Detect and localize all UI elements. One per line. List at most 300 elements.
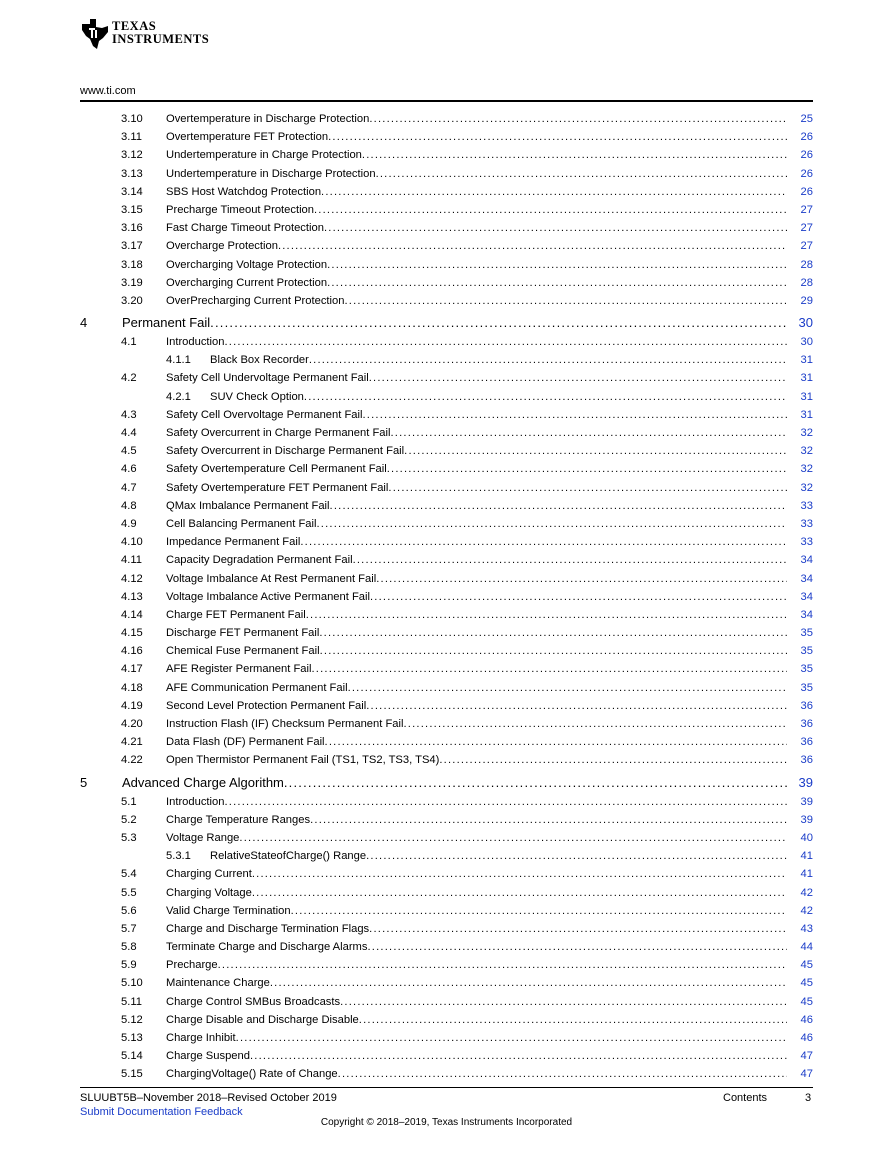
toc-dot-leader (367, 938, 787, 956)
toc-entry-title-wrap (166, 460, 787, 478)
toc-entry-title[interactable]: Overcharging Current Protection (166, 276, 328, 289)
toc-entry-title-wrap (122, 772, 787, 793)
toc-page-link[interactable]: 42 (800, 904, 813, 917)
toc-entry-row[interactable] (80, 351, 813, 369)
toc-entry-title-wrap (166, 219, 787, 237)
toc-entry-number: 4.10 (121, 536, 143, 549)
toc-page-link[interactable]: 40 (800, 831, 813, 844)
toc-entry-title-wrap (210, 351, 787, 369)
toc-dot-leader (366, 847, 787, 865)
toc-entry-number: 5.8 (121, 941, 137, 954)
toc-page-link[interactable]: 46 (800, 1032, 813, 1044)
logo-wordmark (112, 20, 209, 46)
toc-page-link[interactable]: 27 (800, 203, 813, 216)
toc-entry-number: 5.3 (121, 831, 137, 844)
toc-entry-title[interactable]: Instruction Flash (IF) Checksum Permanent Fail (166, 718, 404, 730)
toc-dot-leader (344, 292, 787, 310)
toc-entry-title[interactable]: SBS Host Watchdog Protection (166, 185, 322, 198)
toc-page-link[interactable]: 36 (800, 699, 813, 712)
toc-entry-number: 3.11 (121, 131, 142, 144)
toc-dot-leader (363, 406, 788, 424)
toc-entry-row[interactable] (80, 884, 813, 902)
toc-dot-leader (376, 165, 787, 183)
toc-dot-leader (359, 1011, 787, 1029)
toc-page-link[interactable]: 25 (800, 113, 813, 125)
toc-entry-row[interactable] (80, 624, 813, 642)
toc-entry-title[interactable]: Second Level Protection Permanent Fail (166, 699, 367, 712)
toc-entry-title-wrap (166, 993, 787, 1011)
toc-entry-number: 5.10 (121, 977, 143, 990)
toc-entry-row[interactable] (80, 406, 813, 424)
toc-entry-title[interactable]: Charge and Discharge Termination Flags (166, 922, 370, 935)
toc-entry-title[interactable]: QMax Imbalance Permanent Fail (166, 499, 330, 512)
toc-entry-row[interactable] (80, 642, 813, 660)
toc-chapter-row[interactable] (80, 772, 813, 793)
toc-entry-title-wrap (166, 624, 787, 642)
toc-entry-row[interactable] (80, 588, 813, 606)
toc-entry-row[interactable] (80, 442, 813, 460)
toc-dot-leader (312, 660, 788, 678)
toc-page-link[interactable]: 33 (800, 536, 813, 549)
toc-page-link[interactable]: 35 (800, 663, 813, 676)
toc-dot-leader (327, 274, 787, 292)
toc-dot-leader (362, 146, 787, 164)
toc-entry-title-wrap (166, 515, 787, 533)
toc-entry-number: 4.1 (121, 336, 137, 349)
toc-page-link[interactable]: 26 (800, 185, 813, 198)
toc-dot-leader (325, 733, 787, 751)
toc-dot-leader (327, 256, 787, 274)
toc-page-link[interactable]: 33 (800, 499, 813, 512)
toc-entry-row[interactable] (80, 1029, 813, 1047)
toc-page-link[interactable]: 32 (800, 445, 813, 458)
toc-dot-leader (270, 974, 787, 992)
toc-dot-leader (224, 333, 787, 351)
toc-entry-title[interactable]: Impedance Permanent Fail (166, 536, 301, 549)
toc-dot-leader (369, 110, 787, 128)
toc-entry-number: 4.15 (121, 627, 143, 640)
toc-entry-title[interactable]: SUV Check Option (210, 390, 304, 403)
toc-entry-title[interactable]: Introduction (166, 336, 225, 349)
toc-dot-leader (317, 515, 788, 533)
toc-entry-row[interactable] (80, 1011, 813, 1029)
toc-page-link[interactable]: 27 (800, 240, 813, 253)
toc-entry-row[interactable] (80, 369, 813, 387)
toc-entry-title[interactable]: Safety Overtemperature FET Permanent Fail (166, 481, 389, 494)
toc-entry-number: 5.15 (121, 1068, 143, 1081)
toc-entry-row[interactable] (80, 679, 813, 697)
toc-page-link[interactable]: 33 (800, 517, 813, 530)
toc-entry-title[interactable]: Voltage Imbalance At Rest Permanent Fail (166, 572, 377, 585)
toc-dot-leader (252, 884, 787, 902)
toc-entry-title-wrap (166, 884, 787, 902)
toc-entry-row[interactable] (80, 292, 813, 310)
toc-entry-row[interactable] (80, 660, 813, 678)
toc-entry-row[interactable] (80, 460, 813, 478)
toc-dot-leader (306, 606, 787, 624)
toc-entry-number: 3.17 (121, 240, 143, 253)
toc-entry-number: 4.14 (121, 608, 143, 621)
toc-entry-row[interactable] (80, 715, 813, 733)
toc-entry-title[interactable]: Precharge Timeout Protection (166, 203, 314, 216)
toc-entry-title[interactable]: Valid Charge Termination (166, 904, 291, 917)
toc-entry-number: 5.3.1 (166, 850, 191, 863)
toc-entry-title-wrap (166, 1047, 787, 1065)
toc-entry-row[interactable] (80, 388, 813, 406)
footer-rule (80, 1087, 813, 1088)
toc-entry-title[interactable]: Fast Charge Timeout Protection (166, 222, 324, 235)
toc-entry-row[interactable] (80, 606, 813, 624)
toc-page-link[interactable]: 32 (800, 481, 813, 494)
toc-page-link[interactable]: 35 (800, 627, 813, 640)
toc-dot-leader (340, 993, 787, 1011)
section-name: Contents (723, 1092, 768, 1104)
toc-dot-leader (218, 956, 787, 974)
toc-entry-title[interactable]: Maintenance Charge (166, 977, 270, 990)
toc-entry-number: 4.19 (121, 699, 143, 712)
toc-entry-row[interactable] (80, 1047, 813, 1065)
toc-page-link[interactable]: 26 (800, 131, 813, 144)
toc-page-link[interactable]: 47 (800, 1068, 813, 1081)
ti-logo (80, 18, 220, 54)
toc-entry-row[interactable] (80, 146, 813, 164)
toc-entry-title-wrap (166, 1029, 787, 1047)
toc-dot-leader (439, 751, 787, 769)
toc-entry-title[interactable]: Overtemperature FET Protection (166, 131, 329, 144)
toc-entry-title[interactable]: Overcharge Protection (166, 240, 278, 253)
toc-entry-row[interactable] (80, 902, 813, 920)
toc-page-link[interactable]: 41 (800, 868, 813, 881)
toc-page-link[interactable]: 39 (800, 813, 813, 826)
toc-entry-title[interactable]: Safety Overcurrent in Charge Permanent Fail (166, 427, 391, 439)
toc-entry-title-wrap (166, 479, 787, 497)
toc-entry-row[interactable] (80, 479, 813, 497)
toc-entry-title[interactable]: Advanced Charge Algorithm (122, 774, 284, 790)
toc-entry-row[interactable] (80, 533, 813, 551)
toc-entry-row[interactable] (80, 110, 813, 128)
toc-entry-title[interactable]: RelativeStateofCharge() Range (210, 850, 367, 863)
toc-entry-number: 3.19 (121, 276, 143, 289)
toc-entry-title[interactable]: Capacity Degradation Permanent Fail (166, 554, 353, 567)
toc-entry-number: 4.9 (121, 517, 137, 530)
toc-page-link[interactable]: 30 (798, 315, 813, 331)
toc-entry-title[interactable]: Safety Overcurrent in Discharge Permanent Fail (166, 445, 405, 458)
toc-entry-title[interactable]: Data Flash (DF) Permanent Fail (166, 736, 325, 749)
toc-entry-title[interactable]: Overcharging Voltage Protection (166, 258, 328, 271)
toc-dot-leader (310, 811, 787, 829)
toc-dot-leader (404, 715, 788, 733)
toc-entry-title[interactable]: Charging Current (166, 868, 252, 881)
toc-entry-row[interactable] (80, 274, 813, 292)
toc-dot-leader (353, 551, 787, 569)
toc-page-link[interactable]: 41 (800, 850, 813, 863)
toc-entry-title-wrap (166, 406, 787, 424)
toc-dot-leader (224, 793, 787, 811)
toc-page-link[interactable]: 45 (800, 959, 813, 972)
toc-dot-leader (239, 829, 787, 847)
toc-dot-leader (404, 442, 787, 460)
site-url[interactable]: www.ti.com (80, 85, 136, 97)
toc-entry-title-wrap (166, 424, 787, 442)
toc-entry-number: 5.1 (121, 795, 137, 808)
toc-entry-number: 3.14 (121, 185, 143, 198)
toc-dot-leader (369, 920, 787, 938)
toc-entry-title-wrap (166, 333, 787, 351)
toc-entry-number: 4.13 (121, 590, 143, 603)
toc-dot-leader (291, 902, 787, 920)
toc-entry-title-wrap (166, 369, 787, 387)
toc-entry-row[interactable] (80, 183, 813, 201)
toc-entry-title-wrap (166, 256, 787, 274)
toc-entry-title[interactable]: Charge Disable and Discharge Disable (166, 1013, 359, 1026)
toc-entry-row[interactable] (80, 829, 813, 847)
toc-dot-leader (252, 865, 787, 883)
toc-dot-leader (236, 1029, 787, 1047)
toc-entry-row[interactable] (80, 697, 813, 715)
copyright: Copyright © 2018–2019, Texas Instruments Incorporated (320, 1117, 573, 1128)
toc-entry-title-wrap (166, 110, 787, 128)
toc-entry-row[interactable] (80, 938, 813, 956)
toc-entry-row[interactable] (80, 424, 813, 442)
toc-entry-title-wrap (166, 606, 787, 624)
toc-page-link[interactable]: 36 (800, 754, 813, 767)
toc-entry-number: 4.22 (121, 754, 143, 767)
toc-dot-leader (210, 312, 787, 333)
page-number: 3 (805, 1092, 812, 1104)
toc-entry-row[interactable] (80, 993, 813, 1011)
toc-entry-number: 5.5 (121, 886, 137, 899)
toc-entry-title[interactable]: Charge Suspend (166, 1050, 250, 1063)
document-id: SLUUBT5B–November 2018–Revised October 2019 (80, 1092, 337, 1104)
toc-entry-title-wrap (166, 237, 787, 255)
toc-entry-row[interactable] (80, 793, 813, 811)
toc-entry-title[interactable]: Undertemperature in Discharge Protection (166, 167, 376, 180)
toc-page-link[interactable]: 39 (800, 795, 813, 808)
toc-entry-title[interactable]: Charge Temperature Ranges (166, 813, 311, 826)
toc-entry-row[interactable] (80, 847, 813, 865)
toc-entry-title[interactable]: Permanent Fail (122, 315, 211, 331)
toc-entry-number: 5.12 (121, 1013, 143, 1026)
toc-page-link[interactable]: 31 (800, 354, 813, 367)
toc-entry-row[interactable] (80, 201, 813, 219)
toc-entry-row[interactable] (80, 811, 813, 829)
toc-entry-title-wrap (166, 533, 787, 551)
toc-entry-number: 4.18 (121, 681, 143, 694)
logo-line-2: INSTRUMENTS (112, 32, 210, 46)
toc-entry-title[interactable]: Voltage Imbalance Active Permanent Fail (166, 590, 370, 603)
toc-entry-title[interactable]: ChargingVoltage() Rate of Change (166, 1068, 338, 1081)
toc-entry-title-wrap (166, 811, 787, 829)
toc-entry-number: 4.11 (121, 554, 142, 567)
toc-entry-title-wrap (166, 660, 787, 678)
toc-dot-leader (250, 1047, 787, 1065)
toc-entry-row[interactable] (80, 733, 813, 751)
toc-entry-title-wrap (166, 274, 787, 292)
toc-page-link[interactable]: 39 (798, 774, 813, 790)
toc-entry-row[interactable] (80, 497, 813, 515)
toc-entry-row[interactable] (80, 128, 813, 146)
toc-entry-title[interactable]: Safety Overtemperature Cell Permanent Fail (166, 463, 387, 476)
toc-entry-title[interactable]: Voltage Range (166, 831, 240, 844)
toc-page-link[interactable]: 34 (800, 554, 813, 567)
toc-entry-row[interactable] (80, 956, 813, 974)
toc-entry-row[interactable] (80, 219, 813, 237)
toc-entry-title[interactable]: OverPrecharging Current Protection (166, 294, 345, 307)
toc-page-link[interactable]: 27 (800, 222, 813, 235)
toc-dot-leader (338, 1065, 787, 1083)
toc-entry-title-wrap (166, 497, 787, 515)
toc-entry-title[interactable]: AFE Communication Permanent Fail (166, 681, 348, 694)
toc-entry-title[interactable]: Charge Control SMBus Broadcasts (166, 995, 341, 1008)
toc-entry-title-wrap (166, 570, 787, 588)
toc-page-link[interactable]: 36 (800, 736, 813, 749)
toc-entry-title[interactable]: Cell Balancing Permanent Fail (166, 517, 317, 530)
toc-page-link[interactable]: 46 (800, 1013, 813, 1026)
toc-entry-number: 4.6 (121, 463, 137, 476)
toc-entry-row[interactable] (80, 333, 813, 351)
logo-line-1: TEXAS (112, 19, 157, 33)
toc-page-link[interactable]: 34 (800, 608, 813, 621)
toc-entry-title-wrap (166, 974, 787, 992)
toc-entry-title-wrap (166, 1065, 787, 1083)
toc-entry-title-wrap (210, 388, 787, 406)
toc-dot-leader (319, 624, 787, 642)
toc-page-link[interactable]: 28 (800, 276, 813, 289)
toc-dot-leader (388, 479, 787, 497)
toc-entry-number: 4.1.1 (166, 354, 191, 367)
toc-entry-title[interactable]: Charging Voltage (166, 886, 252, 899)
toc-entry-number: 5.4 (121, 868, 137, 881)
toc-page-link[interactable]: 31 (800, 408, 813, 421)
toc-page-link[interactable]: 47 (800, 1050, 813, 1063)
toc-entry-number: 5.6 (121, 904, 137, 917)
toc-entry-number: 4.21 (121, 736, 143, 749)
toc-entry-title[interactable]: Terminate Charge and Discharge Alarms (166, 941, 368, 954)
toc-entry-number: 4.3 (121, 408, 137, 421)
toc-page-link[interactable]: 28 (800, 258, 813, 271)
toc-entry-title-wrap (166, 1011, 787, 1029)
toc-entry-title-wrap (166, 793, 787, 811)
toc-entry-row[interactable] (80, 165, 813, 183)
toc-entry-number: 4.4 (121, 427, 137, 439)
toc-page-link[interactable]: 31 (800, 372, 813, 385)
toc-page-link[interactable]: 26 (800, 167, 813, 180)
toc-chapter-row[interactable] (80, 312, 813, 333)
toc-page-link[interactable]: 35 (800, 681, 813, 694)
toc-page-link[interactable]: 31 (800, 390, 813, 403)
toc-entry-number: 4.17 (121, 663, 143, 676)
toc-entry-number: 3.13 (121, 167, 143, 180)
toc-entry-title-wrap (166, 829, 787, 847)
toc-page-link[interactable]: 32 (800, 427, 813, 439)
toc-entry-number: 3.16 (121, 222, 143, 235)
toc-entry-title-wrap (166, 956, 787, 974)
toc-page-link[interactable]: 35 (800, 645, 813, 658)
toc-entry-row[interactable] (80, 515, 813, 533)
toc-page-link[interactable]: 34 (800, 590, 813, 603)
toc-entry-number: 3.20 (121, 294, 143, 307)
toc-entry-number: 5 (80, 774, 88, 790)
toc-page-link[interactable]: 26 (800, 149, 813, 162)
toc-entry-row[interactable] (80, 865, 813, 883)
toc-dot-leader (376, 570, 787, 588)
toc-dot-leader (348, 679, 787, 697)
toc-entry-number: 5.7 (121, 922, 137, 935)
toc-entry-title-wrap (166, 679, 787, 697)
toc-entry-row[interactable] (80, 551, 813, 569)
toc-entry-title[interactable]: AFE Register Permanent Fail (166, 663, 312, 676)
toc-entry-row[interactable] (80, 974, 813, 992)
toc-entry-title-wrap (210, 847, 787, 865)
toc-entry-number: 3.10 (121, 113, 143, 125)
toc-entry-row[interactable] (80, 570, 813, 588)
toc-entry-title[interactable]: Discharge FET Permanent Fail (166, 627, 320, 640)
toc-dot-leader (309, 351, 787, 369)
toc-dot-leader (300, 533, 787, 551)
toc-page-link[interactable]: 30 (800, 336, 813, 349)
toc-entry-title-wrap (166, 751, 787, 769)
toc-page-link[interactable]: 45 (800, 995, 813, 1008)
toc-dot-leader (369, 369, 787, 387)
toc-entry-title[interactable]: Undertemperature in Charge Protection (166, 149, 362, 162)
toc-dot-leader (370, 588, 787, 606)
toc-entry-number: 5.14 (121, 1050, 143, 1063)
toc-entry-row[interactable] (80, 751, 813, 769)
toc-entry-row[interactable] (80, 1065, 813, 1083)
toc-entry-title[interactable]: Precharge (166, 959, 218, 972)
toc-dot-leader (304, 388, 787, 406)
toc-entry-title[interactable]: Black Box Recorder (210, 354, 309, 367)
toc-entry-title-wrap (166, 292, 787, 310)
feedback-link[interactable]: Submit Documentation Feedback (80, 1106, 243, 1118)
toc-entry-title[interactable]: Safety Cell Overvoltage Permanent Fail (166, 408, 363, 421)
toc-entry-title-wrap (166, 588, 787, 606)
header-rule (80, 100, 813, 102)
toc-page-link[interactable]: 34 (800, 572, 813, 585)
toc-page-link[interactable]: 32 (800, 463, 813, 476)
toc-dot-leader (390, 424, 787, 442)
toc-page-link[interactable]: 43 (800, 922, 813, 935)
toc-page-link[interactable]: 42 (800, 886, 813, 899)
toc-entry-row[interactable] (80, 920, 813, 938)
texas-state-icon (80, 18, 110, 50)
toc-entry-number: 4.16 (121, 645, 143, 658)
toc-entry-number: 4.8 (121, 499, 137, 512)
toc-entry-title[interactable]: Introduction (166, 795, 225, 808)
toc-entry-title-wrap (166, 165, 787, 183)
toc-page-link[interactable]: 36 (800, 718, 813, 730)
toc-entry-title[interactable]: Chemical Fuse Permanent Fail (166, 645, 320, 658)
toc-entry-title[interactable]: Charge FET Permanent Fail (166, 608, 306, 621)
toc-entry-title-wrap (166, 733, 787, 751)
toc-entry-number: 5.2 (121, 813, 137, 826)
toc-entry-number: 5.9 (121, 959, 137, 972)
toc-entry-title[interactable]: Charge Inhibit (166, 1032, 236, 1044)
toc-entry-row[interactable] (80, 256, 813, 274)
toc-page-link[interactable]: 44 (800, 941, 813, 954)
toc-entry-title-wrap (166, 128, 787, 146)
toc-entry-title-wrap (166, 201, 787, 219)
toc-page-link[interactable]: 45 (800, 977, 813, 990)
toc-entry-row[interactable] (80, 237, 813, 255)
toc-entry-title[interactable]: Open Thermistor Permanent Fail (TS1, TS2, TS3, TS4) (166, 754, 440, 767)
toc-entry-number: 5.13 (121, 1032, 143, 1044)
toc-entry-title-wrap (166, 902, 787, 920)
toc-entry-title[interactable]: Safety Cell Undervoltage Permanent Fail (166, 372, 369, 385)
toc-page-link[interactable]: 29 (800, 294, 813, 307)
toc-entry-title[interactable]: Overtemperature in Discharge Protection (166, 113, 370, 125)
toc-entry-title-wrap (166, 551, 787, 569)
